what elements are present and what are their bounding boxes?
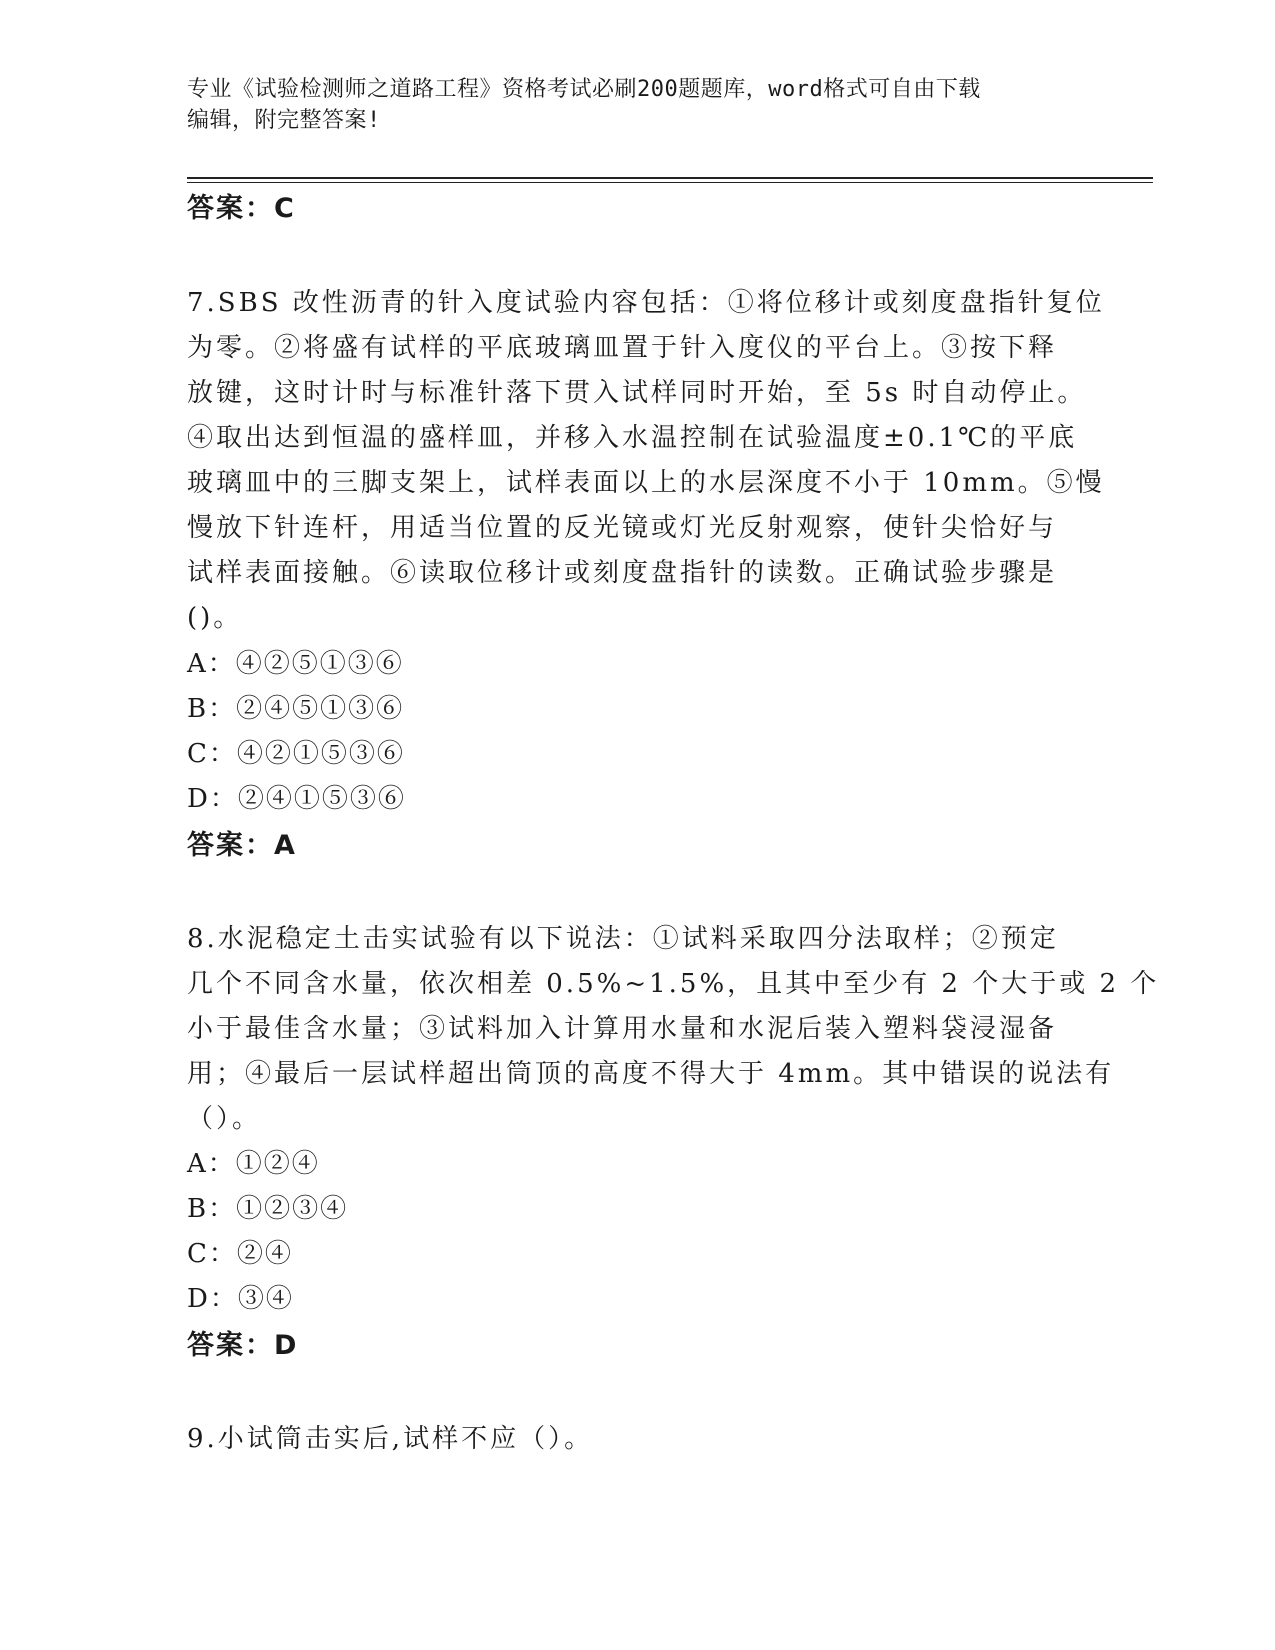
question-7-answer: 答案：A xyxy=(187,830,297,861)
question-8-line: 用；④最后一层试样超出筒顶的高度不得大于 4mm。其中错误的说法有 xyxy=(187,1059,1115,1089)
question-7-line: 试样表面接触。⑥读取位移计或刻度盘指针的读数。正确试验步骤是 xyxy=(187,558,1058,588)
header-line-1: 专业《试验检测师之道路工程》资格考试必刷200题题库，word格式可自由下载 xyxy=(187,77,981,102)
question-7-option-c: C：④②①⑤③⑥ xyxy=(187,739,405,769)
question-8-line: 几个不同含水量，依次相差 0.5%~1.5%，且其中至少有 2 个大于或 2 个 xyxy=(187,969,1160,999)
header-divider-thick xyxy=(187,177,1153,179)
question-8-line: 8.水泥稳定土击实试验有以下说法：①试料采取四分法取样；②预定 xyxy=(187,924,1059,954)
header-note xyxy=(187,74,1087,136)
question-8-option-d: D：③④ xyxy=(187,1284,294,1314)
question-7-option-a: A：④②⑤①③⑥ xyxy=(187,649,404,679)
question-7-line: ④取出达到恒温的盛样皿，并移入水温控制在试验温度±0.1℃的平底 xyxy=(187,423,1078,453)
previous-answer: 答案：C xyxy=(187,193,296,224)
question-8-line: 小于最佳含水量；③试料加入计算用水量和水泥后装入塑料袋浸湿备 xyxy=(187,1014,1058,1044)
header-line-2: 编辑，附完整答案! xyxy=(187,108,381,133)
question-7-line: 为零。②将盛有试样的平底玻璃皿置于针入度仪的平台上。③按下释 xyxy=(187,333,1058,363)
question-9-line: 9.小试筒击实后,试样不应（）。 xyxy=(187,1424,594,1454)
question-7-option-d: D：②④①⑤③⑥ xyxy=(187,784,406,814)
question-7-option-b: B：②④⑤①③⑥ xyxy=(187,694,405,724)
question-8-option-c: C：②④ xyxy=(187,1239,293,1269)
question-8-option-b: B：①②③④ xyxy=(187,1194,349,1224)
question-8-line: （）。 xyxy=(187,1104,262,1134)
header-divider-thin xyxy=(187,182,1153,183)
question-7-line: 放键，这时计时与标准针落下贯入试样同时开始，至 5s 时自动停止。 xyxy=(187,378,1087,408)
question-7-line: 玻璃皿中的三脚支架上，试样表面以上的水层深度不小于 10mm。⑤慢 xyxy=(187,468,1105,498)
question-8-option-a: A：①②④ xyxy=(187,1149,320,1179)
question-7-line: 7.SBS 改性沥青的针入度试验内容包括：①将位移计或刻度盘指针复位 xyxy=(187,288,1105,318)
question-7-line: ()。 xyxy=(187,603,243,633)
question-7-line: 慢放下针连杆，用适当位置的反光镜或灯光反射观察，使针尖恰好与 xyxy=(187,513,1058,543)
question-8-answer: 答案：D xyxy=(187,1330,299,1361)
